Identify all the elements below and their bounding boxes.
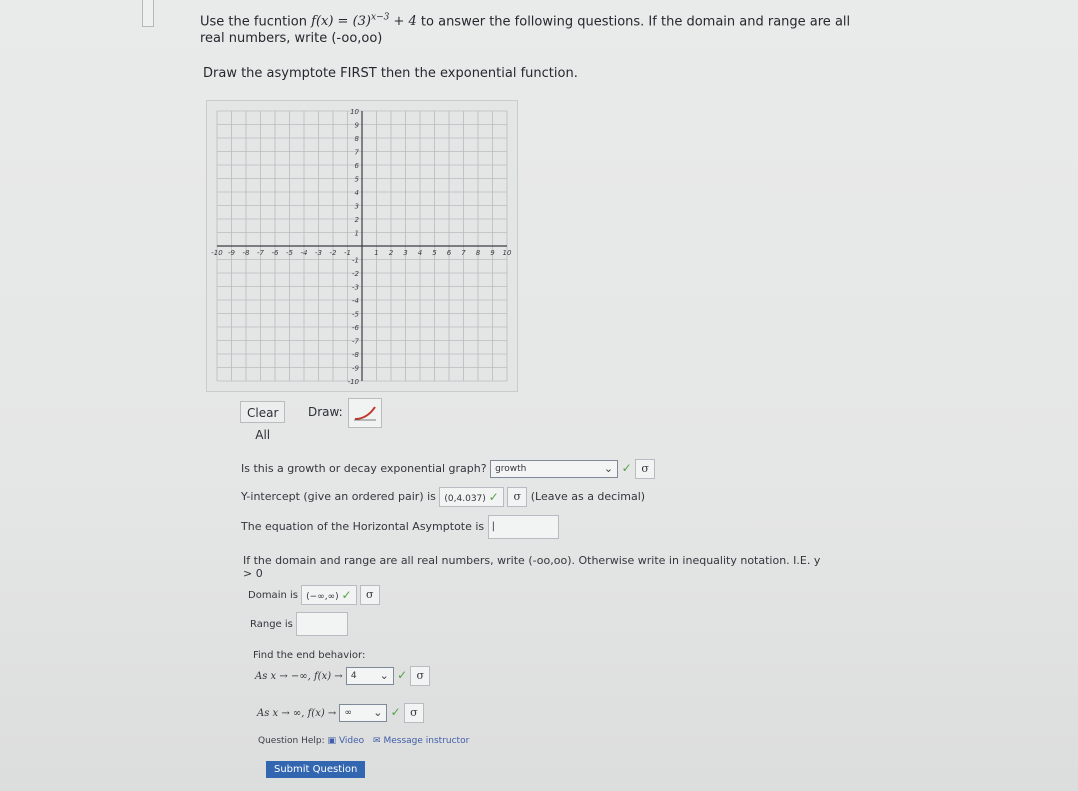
range-question <box>250 612 348 636</box>
y-tick-label: 9 <box>354 121 359 130</box>
x-tick-label: -5 <box>286 249 293 257</box>
growth-select[interactable] <box>490 460 618 478</box>
x-tick-label: -2 <box>329 249 337 257</box>
prompt-intro-post: to answer the following questions. If the domain and range are all <box>420 14 851 30</box>
chevron-down-icon: ⌄ <box>603 462 614 475</box>
y-tick-label: 3 <box>354 202 359 211</box>
y-tick-label: 7 <box>354 148 359 157</box>
domain-question <box>248 585 380 605</box>
clear-all-button[interactable]: Clear All <box>240 401 285 423</box>
end-behavior-row1-value: 4 <box>350 671 357 681</box>
x-tick-label: 5 <box>432 249 437 257</box>
asymptote-label: The equation of the Horizontal Asymptote is <box>241 520 485 533</box>
x-tick-label: 1 <box>374 249 379 257</box>
yintercept-input[interactable] <box>439 487 503 507</box>
domain-label: Domain is <box>248 590 298 601</box>
prompt-intro: Use the fucntion <box>200 14 307 30</box>
y-tick-label: 4 <box>354 189 359 197</box>
asymptote-question <box>241 515 559 539</box>
check-icon: ✓ <box>397 668 408 682</box>
function-expression: $f(x) = (3)^{x-3} + 4$ <box>311 13 417 30</box>
x-tick-label: 6 <box>446 249 452 257</box>
x-tick-label: 3 <box>403 249 408 257</box>
yintercept-value: (0,4.037) <box>444 494 486 504</box>
yintercept-note: (Leave as a decimal) <box>530 490 646 503</box>
sigma-icon[interactable]: σ <box>360 585 380 605</box>
y-tick-label: -4 <box>352 297 359 305</box>
check-icon: ✓ <box>341 588 352 602</box>
prompt-line2: real numbers, write (-oo,oo) <box>200 31 383 47</box>
end-behavior-select-1[interactable] <box>346 667 394 685</box>
chevron-down-icon: ⌄ <box>379 669 389 682</box>
y-tick-label: 10 <box>350 108 359 116</box>
end-behavior-select-2[interactable] <box>339 704 387 722</box>
check-icon: ✓ <box>390 705 401 719</box>
coordinate-grid[interactable] <box>207 101 517 391</box>
question-help-label: Question Help: <box>258 736 325 746</box>
submit-question-button[interactable]: Submit Question <box>266 761 365 778</box>
end-behavior-row2 <box>257 703 424 723</box>
x-tick-label: 2 <box>388 249 394 257</box>
y-tick-label: 6 <box>354 162 359 170</box>
sigma-icon[interactable]: σ <box>507 487 527 507</box>
page-bookmark <box>142 0 154 27</box>
growth-selected-value: growth <box>495 464 527 474</box>
y-tick-label: 2 <box>354 216 359 224</box>
domain-instructions <box>243 554 883 580</box>
range-input[interactable] <box>296 612 348 636</box>
x-tick-label: -3 <box>315 249 322 257</box>
message-instructor-link[interactable]: ✉ Message instructor <box>373 736 470 746</box>
end-behavior-label: Find the end behavior: <box>253 650 366 661</box>
domain-instructions-line1: If the domain and range are all real numbers, write (-oo,oo). Otherwise write in inequality notation. I.E. y <box>243 554 821 567</box>
x-tick-label: -1 <box>344 249 351 257</box>
x-tick-label: -9 <box>228 249 235 257</box>
video-link[interactable]: ▣ Video <box>327 736 365 746</box>
check-icon: ✓ <box>488 490 499 504</box>
x-tick-label: -8 <box>242 249 250 257</box>
y-tick-label: -7 <box>352 337 359 346</box>
graph-canvas[interactable] <box>206 100 518 392</box>
draw-instruction: Draw the asymptote FIRST then the exponential function. <box>203 66 578 81</box>
x-tick-label: 9 <box>490 249 495 257</box>
growth-question-label: Is this a growth or decay exponential graph? <box>241 462 487 475</box>
sigma-icon[interactable]: σ <box>635 459 655 479</box>
end-behavior-row2-text: As x → ∞, f(x) → <box>257 708 337 719</box>
y-tick-label: -3 <box>352 283 359 292</box>
sigma-icon[interactable]: σ <box>410 666 430 686</box>
y-tick-label: -5 <box>352 310 359 319</box>
y-tick-label: -8 <box>352 351 359 359</box>
x-tick-label: -10 <box>211 249 223 257</box>
question-help <box>258 736 469 746</box>
x-tick-label: -4 <box>300 249 308 257</box>
y-tick-label: -1 <box>352 256 359 265</box>
range-label: Range is <box>250 619 293 630</box>
x-tick-label: 10 <box>502 249 512 257</box>
y-tick-label: 8 <box>354 135 359 143</box>
growth-question <box>241 459 655 479</box>
y-tick-label: 1 <box>354 229 359 238</box>
x-tick-label: -6 <box>271 249 279 257</box>
x-tick-label: -7 <box>257 249 264 257</box>
end-behavior-row1 <box>255 666 430 686</box>
asymptote-input[interactable]: | <box>488 515 559 539</box>
sigma-icon[interactable]: σ <box>404 703 424 723</box>
x-tick-label: 7 <box>461 249 466 257</box>
draw-label: Draw: <box>308 405 343 419</box>
y-tick-label: 5 <box>354 175 359 184</box>
exponential-curve-icon[interactable] <box>348 398 382 428</box>
mail-icon: ✉ <box>373 736 381 746</box>
chevron-down-icon: ⌄ <box>373 706 383 719</box>
y-tick-label: -2 <box>352 270 359 278</box>
check-icon: ✓ <box>621 461 632 475</box>
domain-input[interactable] <box>301 585 356 605</box>
yintercept-label: Y-intercept (give an ordered pair) is <box>241 490 436 503</box>
yintercept-question <box>241 487 645 507</box>
y-tick-label: -9 <box>352 364 359 373</box>
end-behavior-row1-text: As x → −∞, f(x) → <box>255 671 343 682</box>
video-icon: ▣ <box>327 736 337 746</box>
y-tick-label: -6 <box>352 324 359 332</box>
end-behavior-row2-value: ∞ <box>344 708 352 718</box>
question-prompt <box>200 10 890 47</box>
domain-value: (−∞,∞) <box>306 592 339 602</box>
y-tick-label: -10 <box>347 378 359 386</box>
domain-instructions-line2: > 0 <box>243 567 263 580</box>
x-tick-label: 8 <box>475 249 481 257</box>
x-tick-label: 4 <box>417 249 423 257</box>
